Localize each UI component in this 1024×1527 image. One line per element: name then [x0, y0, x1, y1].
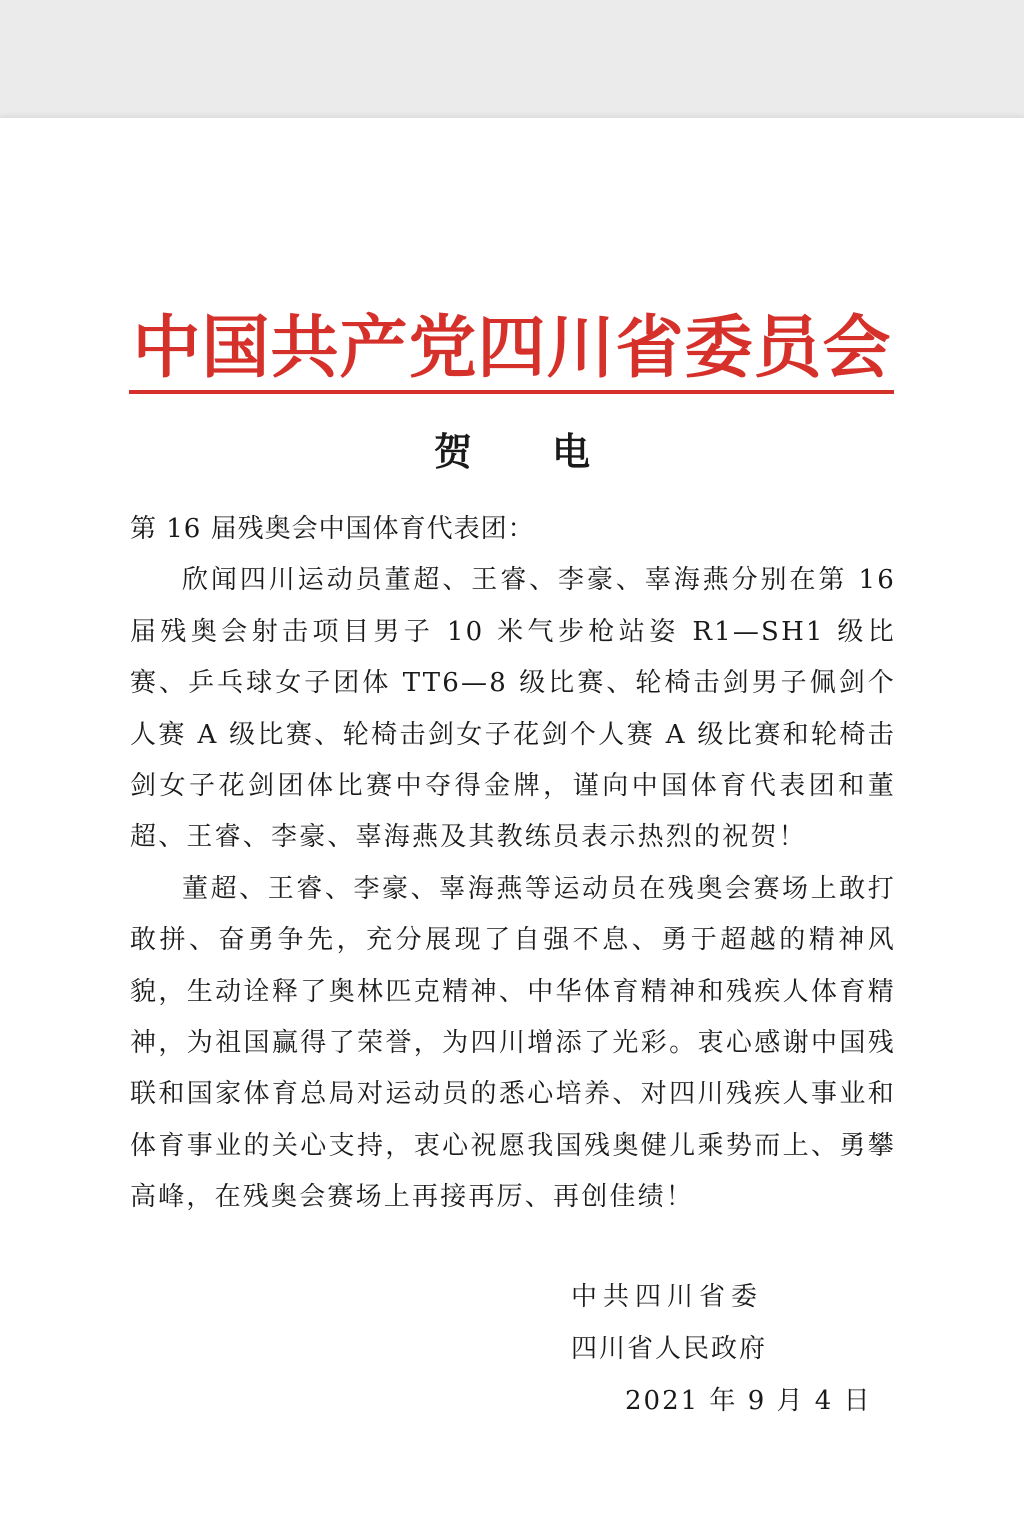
document-title: 贺电 — [433, 429, 670, 474]
document-date: 2021 年 9 月 4 日 — [625, 1386, 872, 1416]
document-body — [130, 504, 896, 1224]
body-paragraph-1: 欣闻四川运动员董超、王睿、李豪、辜海燕分别在第 16 届残奥会射击项目男子 10 米气步枪站姿 R1—SH1 级比赛、乒乓球女子团体 TT6—8 级比赛、轮椅击剑男子佩剑个人赛 A 级比赛、轮椅击剑女子花剑个人赛 A 级比赛和轮椅击剑女子花剑团体比赛中夺得金牌，谨向中国体育代表团和董超、王睿、李豪、辜海燕及其教练员表示热烈的祝贺！ — [130, 565, 896, 853]
document-page — [0, 118, 1024, 1527]
letterhead-red-rule — [129, 390, 894, 394]
salutation: 第 16 届残奥会中国体育代表团： — [130, 514, 535, 544]
letterhead-title: 中国共产党四川省委员会 — [132, 308, 892, 388]
signatory-provincial-government: 四川省人民政府 — [571, 1334, 768, 1364]
signatory-party-committee: 中共四川省委 — [571, 1282, 764, 1312]
body-paragraph-2: 董超、王睿、李豪、辜海燕等运动员在残奥会赛场上敢打敢拼、奋勇争先，充分展现了自强不息、勇于超越的精神风貌，生动诠释了奥林匹克精神、中华体育精神和残疾人体育精神，为祖国赢得了荣誉，为四川增添了光彩。衷心感谢中国残联和国家体育总局对运动员的悉心培养、对四川残疾人事业和体育事业的关心支持，衷心祝愿我国残奥健儿乘势而上、勇攀高峰，在残奥会赛场上再接再厉、再创佳绩！ — [130, 873, 896, 1213]
